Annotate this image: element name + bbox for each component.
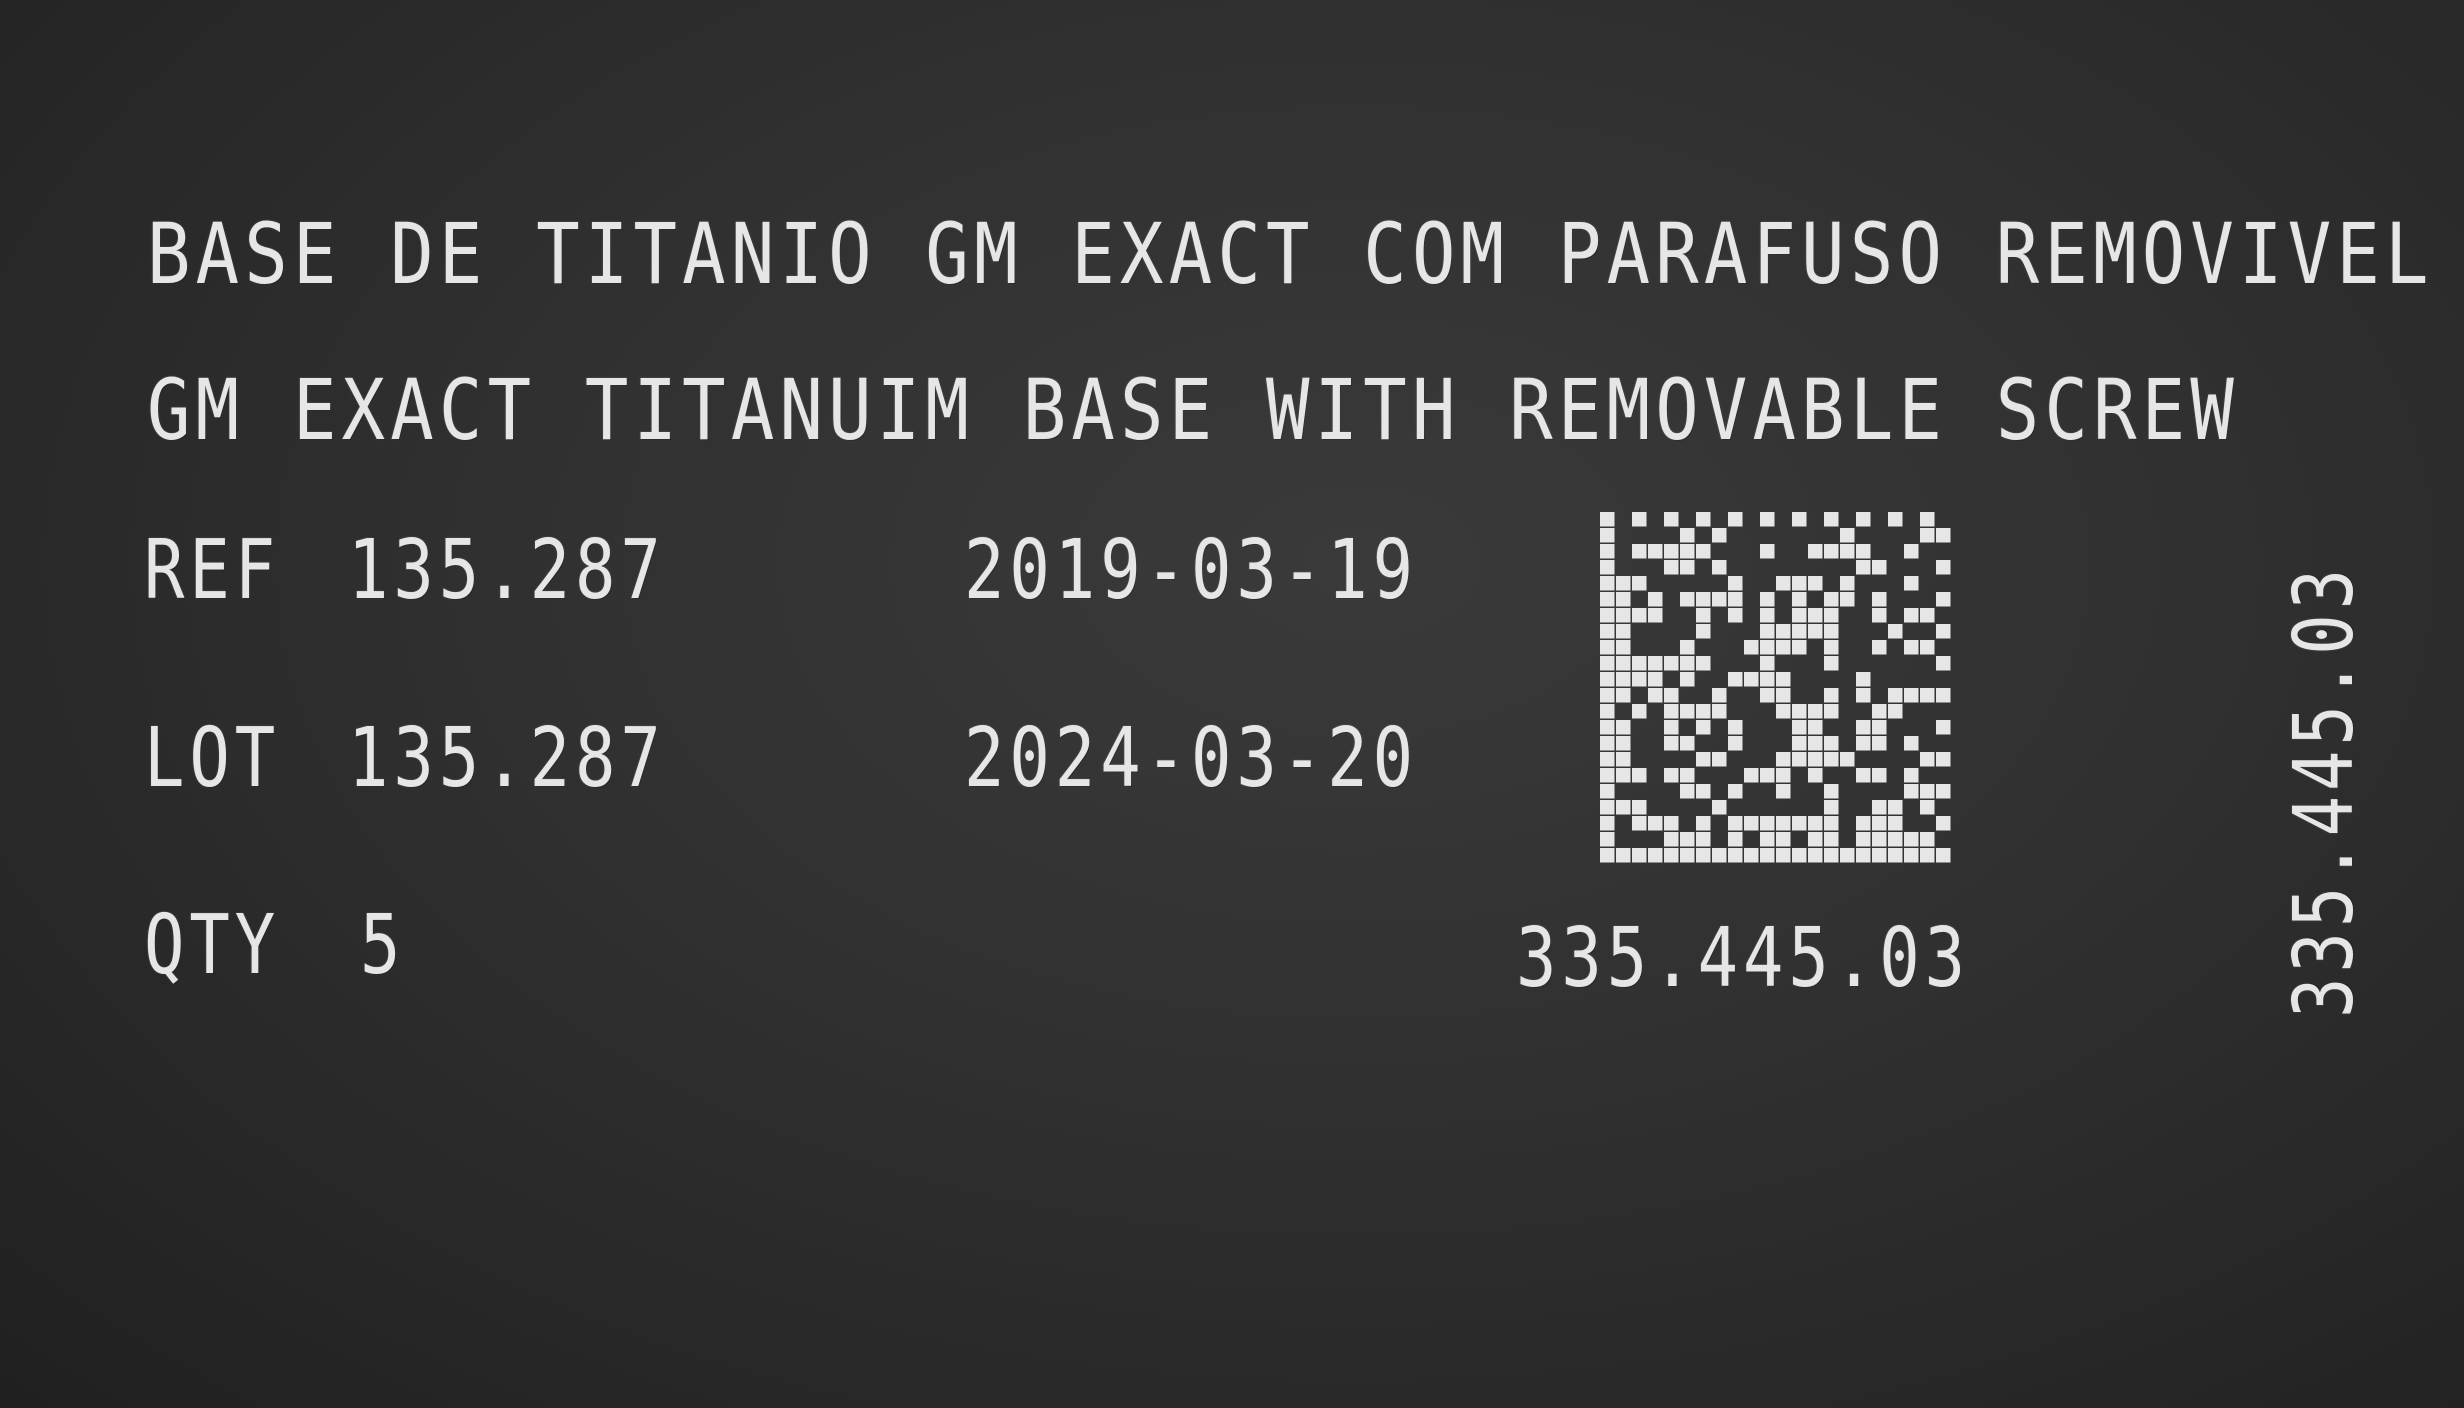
matrix-module bbox=[1616, 576, 1631, 591]
matrix-module bbox=[1712, 752, 1727, 767]
matrix-module bbox=[1904, 576, 1919, 591]
matrix-module bbox=[1696, 656, 1711, 671]
matrix-module bbox=[1808, 816, 1823, 831]
matrix-module bbox=[1840, 752, 1855, 767]
matrix-module bbox=[1936, 816, 1951, 831]
matrix-module bbox=[1888, 624, 1903, 639]
matrix-module bbox=[1680, 848, 1695, 863]
matrix-module bbox=[1872, 560, 1887, 575]
matrix-module bbox=[1712, 528, 1727, 543]
matrix-module bbox=[1600, 544, 1615, 559]
matrix-module bbox=[1696, 608, 1711, 623]
matrix-module bbox=[1792, 576, 1807, 591]
matrix-module bbox=[1824, 832, 1839, 847]
matrix-module bbox=[1904, 608, 1919, 623]
matrix-module bbox=[1824, 736, 1839, 751]
matrix-module bbox=[1776, 768, 1791, 783]
matrix-module bbox=[1776, 784, 1791, 799]
matrix-module bbox=[1936, 720, 1951, 735]
matrix-module bbox=[1696, 752, 1711, 767]
matrix-module bbox=[1728, 608, 1743, 623]
lot-label: LOT bbox=[144, 711, 281, 806]
matrix-module bbox=[1888, 512, 1903, 527]
title-english: GM EXACT TITANUIM BASE WITH REMOVABLE SCREW bbox=[147, 361, 2240, 459]
manufacture-date: 2019-03-19 bbox=[964, 523, 1419, 618]
matrix-module bbox=[1792, 848, 1807, 863]
matrix-module bbox=[1792, 736, 1807, 751]
matrix-module bbox=[1904, 784, 1919, 799]
matrix-module bbox=[1872, 704, 1887, 719]
matrix-module bbox=[1792, 704, 1807, 719]
matrix-module bbox=[1616, 848, 1631, 863]
matrix-module bbox=[1680, 560, 1695, 575]
matrix-module bbox=[1904, 688, 1919, 703]
matrix-module bbox=[1936, 624, 1951, 639]
matrix-module bbox=[1920, 848, 1935, 863]
matrix-module bbox=[1808, 608, 1823, 623]
matrix-module bbox=[1760, 832, 1775, 847]
matrix-module bbox=[1888, 832, 1903, 847]
matrix-module bbox=[1680, 784, 1695, 799]
matrix-module bbox=[1872, 832, 1887, 847]
matrix-module bbox=[1632, 512, 1647, 527]
matrix-module bbox=[1728, 816, 1743, 831]
matrix-module bbox=[1664, 768, 1679, 783]
matrix-module bbox=[1920, 784, 1935, 799]
matrix-module bbox=[1776, 640, 1791, 655]
matrix-module bbox=[1680, 656, 1695, 671]
matrix-module bbox=[1776, 576, 1791, 591]
matrix-module bbox=[1600, 736, 1615, 751]
matrix-module bbox=[1904, 640, 1919, 655]
matrix-module bbox=[1760, 672, 1775, 687]
matrix-module bbox=[1728, 736, 1743, 751]
matrix-module bbox=[1824, 704, 1839, 719]
matrix-module bbox=[1632, 816, 1647, 831]
matrix-module bbox=[1872, 592, 1887, 607]
matrix-module bbox=[1824, 752, 1839, 767]
matrix-module bbox=[1600, 752, 1615, 767]
matrix-module bbox=[1904, 544, 1919, 559]
lot-value: 135.287 bbox=[348, 711, 666, 806]
expiry-date: 2024-03-20 bbox=[964, 711, 1419, 806]
matrix-module bbox=[1744, 816, 1759, 831]
matrix-module bbox=[1744, 768, 1759, 783]
matrix-module bbox=[1760, 816, 1775, 831]
matrix-module bbox=[1600, 784, 1615, 799]
matrix-module bbox=[1808, 544, 1823, 559]
matrix-module bbox=[1920, 800, 1935, 815]
matrix-module bbox=[1808, 768, 1823, 783]
matrix-module bbox=[1760, 640, 1775, 655]
matrix-module bbox=[1600, 560, 1615, 575]
matrix-module bbox=[1856, 768, 1871, 783]
matrix-module bbox=[1840, 848, 1855, 863]
matrix-module bbox=[1600, 688, 1615, 703]
matrix-module bbox=[1856, 816, 1871, 831]
matrix-module bbox=[1824, 784, 1839, 799]
matrix-module bbox=[1664, 704, 1679, 719]
matrix-module bbox=[1712, 688, 1727, 703]
matrix-module bbox=[1792, 608, 1807, 623]
matrix-module bbox=[1632, 608, 1647, 623]
matrix-module bbox=[1616, 752, 1631, 767]
matrix-module bbox=[1648, 816, 1663, 831]
matrix-module bbox=[1824, 624, 1839, 639]
matrix-module bbox=[1664, 848, 1679, 863]
matrix-module bbox=[1888, 800, 1903, 815]
product-code-vertical: 335.445.03 bbox=[2277, 563, 2372, 1018]
matrix-module bbox=[1888, 816, 1903, 831]
matrix-module bbox=[1760, 512, 1775, 527]
matrix-module bbox=[1824, 800, 1839, 815]
matrix-module bbox=[1712, 848, 1727, 863]
matrix-module bbox=[1792, 816, 1807, 831]
matrix-module bbox=[1632, 656, 1647, 671]
matrix-module bbox=[1872, 816, 1887, 831]
matrix-module bbox=[1632, 544, 1647, 559]
matrix-module bbox=[1936, 688, 1951, 703]
matrix-module bbox=[1632, 672, 1647, 687]
matrix-module bbox=[1792, 640, 1807, 655]
matrix-module bbox=[1872, 768, 1887, 783]
matrix-module bbox=[1600, 848, 1615, 863]
matrix-module bbox=[1600, 592, 1615, 607]
matrix-module bbox=[1712, 560, 1727, 575]
matrix-module bbox=[1616, 656, 1631, 671]
matrix-module bbox=[1760, 608, 1775, 623]
matrix-module bbox=[1616, 768, 1631, 783]
matrix-module bbox=[1872, 608, 1887, 623]
product-code-horizontal: 335.445.03 bbox=[1516, 911, 1971, 1006]
matrix-module bbox=[1920, 832, 1935, 847]
matrix-module bbox=[1728, 576, 1743, 591]
matrix-module bbox=[1904, 736, 1919, 751]
matrix-module bbox=[1648, 608, 1663, 623]
matrix-module bbox=[1920, 512, 1935, 527]
matrix-module bbox=[1600, 720, 1615, 735]
matrix-module bbox=[1936, 528, 1951, 543]
matrix-module bbox=[1760, 624, 1775, 639]
matrix-module bbox=[1856, 672, 1871, 687]
matrix-module bbox=[1904, 768, 1919, 783]
matrix-module bbox=[1792, 624, 1807, 639]
matrix-module bbox=[1712, 704, 1727, 719]
matrix-module bbox=[1648, 592, 1663, 607]
matrix-module bbox=[1664, 512, 1679, 527]
ref-label: REF bbox=[144, 523, 281, 618]
matrix-module bbox=[1824, 592, 1839, 607]
matrix-module bbox=[1648, 672, 1663, 687]
matrix-module bbox=[1824, 848, 1839, 863]
matrix-module bbox=[1680, 736, 1695, 751]
matrix-module bbox=[1808, 624, 1823, 639]
matrix-module bbox=[1600, 816, 1615, 831]
matrix-module bbox=[1696, 512, 1711, 527]
matrix-module bbox=[1888, 688, 1903, 703]
qty-label: QTY bbox=[144, 898, 281, 993]
matrix-module bbox=[1664, 544, 1679, 559]
matrix-module bbox=[1840, 592, 1855, 607]
matrix-module bbox=[1744, 848, 1759, 863]
matrix-module bbox=[1920, 752, 1935, 767]
matrix-module bbox=[1680, 768, 1695, 783]
matrix-module bbox=[1680, 704, 1695, 719]
matrix-module bbox=[1856, 688, 1871, 703]
matrix-module bbox=[1728, 720, 1743, 735]
matrix-module bbox=[1680, 672, 1695, 687]
matrix-module bbox=[1696, 704, 1711, 719]
matrix-module bbox=[1776, 704, 1791, 719]
matrix-module bbox=[1776, 752, 1791, 767]
matrix-module bbox=[1600, 576, 1615, 591]
matrix-module bbox=[1808, 736, 1823, 751]
matrix-module bbox=[1872, 848, 1887, 863]
matrix-module bbox=[1760, 848, 1775, 863]
matrix-module bbox=[1696, 832, 1711, 847]
matrix-module bbox=[1840, 528, 1855, 543]
matrix-module bbox=[1776, 848, 1791, 863]
matrix-module bbox=[1824, 640, 1839, 655]
matrix-module bbox=[1760, 592, 1775, 607]
matrix-module bbox=[1824, 544, 1839, 559]
matrix-module bbox=[1824, 688, 1839, 703]
matrix-module bbox=[1808, 720, 1823, 735]
title-portuguese: BASE DE TITANIO GM EXACT COM PARAFUSO REMOVIVEL bbox=[147, 205, 2434, 303]
matrix-module bbox=[1936, 592, 1951, 607]
matrix-module bbox=[1792, 592, 1807, 607]
matrix-module bbox=[1936, 848, 1951, 863]
matrix-module bbox=[1888, 704, 1903, 719]
matrix-module bbox=[1648, 688, 1663, 703]
ref-value: 135.287 bbox=[348, 523, 666, 618]
matrix-module bbox=[1664, 720, 1679, 735]
matrix-module bbox=[1728, 832, 1743, 847]
matrix-module bbox=[1808, 576, 1823, 591]
matrix-module bbox=[1712, 800, 1727, 815]
data-matrix-code-icon bbox=[1600, 512, 1952, 864]
matrix-module bbox=[1904, 832, 1919, 847]
qty-value: 5 bbox=[360, 898, 406, 993]
matrix-module bbox=[1920, 528, 1935, 543]
matrix-module bbox=[1600, 672, 1615, 687]
matrix-module bbox=[1856, 848, 1871, 863]
matrix-module bbox=[1808, 752, 1823, 767]
matrix-module bbox=[1664, 560, 1679, 575]
matrix-module bbox=[1856, 512, 1871, 527]
matrix-module bbox=[1616, 800, 1631, 815]
matrix-module bbox=[1696, 848, 1711, 863]
matrix-module bbox=[1792, 512, 1807, 527]
matrix-module bbox=[1888, 848, 1903, 863]
matrix-module bbox=[1616, 640, 1631, 655]
matrix-module bbox=[1680, 640, 1695, 655]
matrix-module bbox=[1776, 688, 1791, 703]
matrix-module bbox=[1728, 848, 1743, 863]
matrix-module bbox=[1872, 640, 1887, 655]
matrix-module bbox=[1696, 720, 1711, 735]
matrix-module bbox=[1920, 640, 1935, 655]
matrix-module bbox=[1808, 704, 1823, 719]
matrix-module bbox=[1776, 832, 1791, 847]
matrix-module bbox=[1648, 848, 1663, 863]
matrix-module bbox=[1728, 592, 1743, 607]
matrix-module bbox=[1664, 816, 1679, 831]
matrix-module bbox=[1616, 624, 1631, 639]
matrix-module bbox=[1696, 624, 1711, 639]
matrix-module bbox=[1632, 848, 1647, 863]
matrix-module bbox=[1600, 624, 1615, 639]
matrix-module bbox=[1904, 848, 1919, 863]
matrix-module bbox=[1936, 752, 1951, 767]
matrix-module bbox=[1936, 560, 1951, 575]
matrix-module bbox=[1616, 688, 1631, 703]
matrix-module bbox=[1776, 816, 1791, 831]
matrix-module bbox=[1664, 736, 1679, 751]
matrix-module bbox=[1760, 688, 1775, 703]
matrix-module bbox=[1696, 784, 1711, 799]
matrix-module bbox=[1728, 512, 1743, 527]
matrix-module bbox=[1920, 688, 1935, 703]
matrix-module bbox=[1664, 688, 1679, 703]
matrix-module bbox=[1696, 592, 1711, 607]
matrix-module bbox=[1856, 560, 1871, 575]
matrix-module bbox=[1600, 608, 1615, 623]
matrix-module bbox=[1744, 672, 1759, 687]
matrix-module bbox=[1680, 592, 1695, 607]
matrix-module bbox=[1872, 800, 1887, 815]
matrix-module bbox=[1840, 544, 1855, 559]
matrix-module bbox=[1648, 544, 1663, 559]
matrix-module bbox=[1824, 512, 1839, 527]
matrix-module bbox=[1856, 544, 1871, 559]
matrix-module bbox=[1600, 512, 1615, 527]
matrix-module bbox=[1616, 720, 1631, 735]
matrix-module bbox=[1632, 576, 1647, 591]
matrix-module bbox=[1872, 736, 1887, 751]
matrix-module bbox=[1840, 576, 1855, 591]
matrix-module bbox=[1856, 720, 1871, 735]
matrix-module bbox=[1760, 656, 1775, 671]
matrix-module bbox=[1776, 672, 1791, 687]
matrix-module bbox=[1808, 848, 1823, 863]
matrix-module bbox=[1936, 784, 1951, 799]
matrix-module bbox=[1664, 832, 1679, 847]
matrix-module bbox=[1728, 784, 1743, 799]
matrix-module bbox=[1632, 768, 1647, 783]
matrix-module bbox=[1600, 704, 1615, 719]
matrix-module bbox=[1920, 608, 1935, 623]
matrix-module bbox=[1696, 544, 1711, 559]
matrix-module bbox=[1760, 544, 1775, 559]
matrix-module bbox=[1600, 640, 1615, 655]
matrix-module bbox=[1936, 656, 1951, 671]
matrix-module bbox=[1824, 656, 1839, 671]
matrix-module bbox=[1648, 656, 1663, 671]
matrix-module bbox=[1616, 592, 1631, 607]
matrix-module bbox=[1824, 608, 1839, 623]
matrix-module bbox=[1744, 640, 1759, 655]
matrix-module bbox=[1792, 720, 1807, 735]
matrix-module bbox=[1632, 704, 1647, 719]
matrix-module bbox=[1600, 800, 1615, 815]
matrix-module bbox=[1856, 832, 1871, 847]
matrix-module bbox=[1600, 832, 1615, 847]
matrix-module bbox=[1760, 768, 1775, 783]
matrix-module bbox=[1616, 736, 1631, 751]
matrix-module bbox=[1600, 528, 1615, 543]
matrix-module bbox=[1632, 800, 1647, 815]
matrix-module bbox=[1824, 816, 1839, 831]
matrix-module bbox=[1808, 832, 1823, 847]
matrix-module bbox=[1600, 656, 1615, 671]
matrix-module bbox=[1616, 608, 1631, 623]
data-matrix-svg bbox=[1600, 512, 1952, 864]
matrix-module bbox=[1712, 592, 1727, 607]
matrix-module bbox=[1872, 720, 1887, 735]
matrix-module bbox=[1664, 656, 1679, 671]
matrix-module bbox=[1616, 672, 1631, 687]
matrix-module bbox=[1792, 752, 1807, 767]
matrix-module bbox=[1696, 816, 1711, 831]
matrix-module bbox=[1680, 544, 1695, 559]
matrix-module bbox=[1680, 832, 1695, 847]
matrix-module bbox=[1600, 768, 1615, 783]
matrix-module bbox=[1728, 672, 1743, 687]
matrix-module bbox=[1856, 736, 1871, 751]
matrix-module bbox=[1680, 528, 1695, 543]
matrix-module bbox=[1776, 624, 1791, 639]
